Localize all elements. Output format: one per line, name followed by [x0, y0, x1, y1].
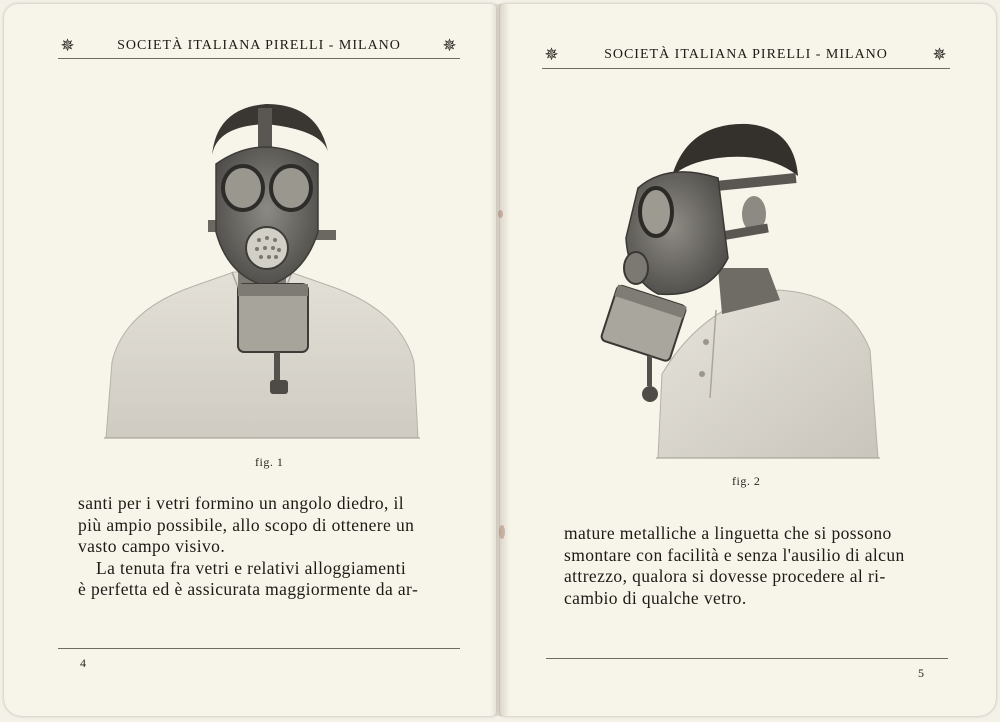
right-body-text: [564, 523, 936, 609]
star-ornament-icon: ✵: [932, 45, 948, 64]
left-footer-rule: [58, 648, 460, 649]
star-ornament-icon: ✵: [544, 45, 560, 64]
left-header-title: SOCIETÀ ITALIANA PIRELLI - MILANO: [117, 38, 401, 53]
body-line: santi per i vetri formino un angolo diedro, il: [78, 493, 405, 513]
star-ornament-icon: ✵: [60, 36, 76, 55]
figure-2-caption: fig. 2: [732, 474, 761, 488]
star-ornament-icon: ✵: [442, 36, 458, 55]
right-header-rule: [542, 68, 950, 69]
body-line: attrezzo, qualora si dovesse procedere al ri-: [564, 566, 886, 586]
figure-1-gas-mask-front: [104, 100, 420, 442]
body-line: mature metalliche a linguetta che si possono: [564, 523, 892, 543]
body-line: cambio di qualche vetro.: [564, 587, 747, 608]
book-gutter: [490, 4, 510, 716]
body-line: smontare con facilità e senza l'ausilio di alcun: [564, 544, 905, 565]
left-page-number: 4: [80, 656, 86, 670]
right-page-number: 5: [918, 666, 924, 680]
left-body-text: [78, 493, 462, 601]
paper-stain: [498, 210, 503, 218]
right-header-title: SOCIETÀ ITALIANA PIRELLI - MILANO: [604, 47, 888, 62]
body-line: vasto campo visivo.: [78, 536, 226, 556]
body-line: La tenuta fra vetri e relativi alloggiamenti: [96, 557, 407, 578]
left-header-rule: [58, 58, 460, 59]
paper-stain: [499, 525, 505, 539]
right-footer-rule: [546, 658, 948, 659]
figure-1-caption: fig. 1: [255, 455, 284, 469]
body-line: è perfetta ed è assicurata maggiormente da ar-: [78, 579, 419, 599]
left-page-header: [58, 36, 460, 56]
figure-2-gas-mask-profile: [598, 118, 880, 462]
right-page-header: [542, 45, 950, 65]
body-line: più ampio possibile, allo scopo di ottenere un: [78, 514, 415, 535]
